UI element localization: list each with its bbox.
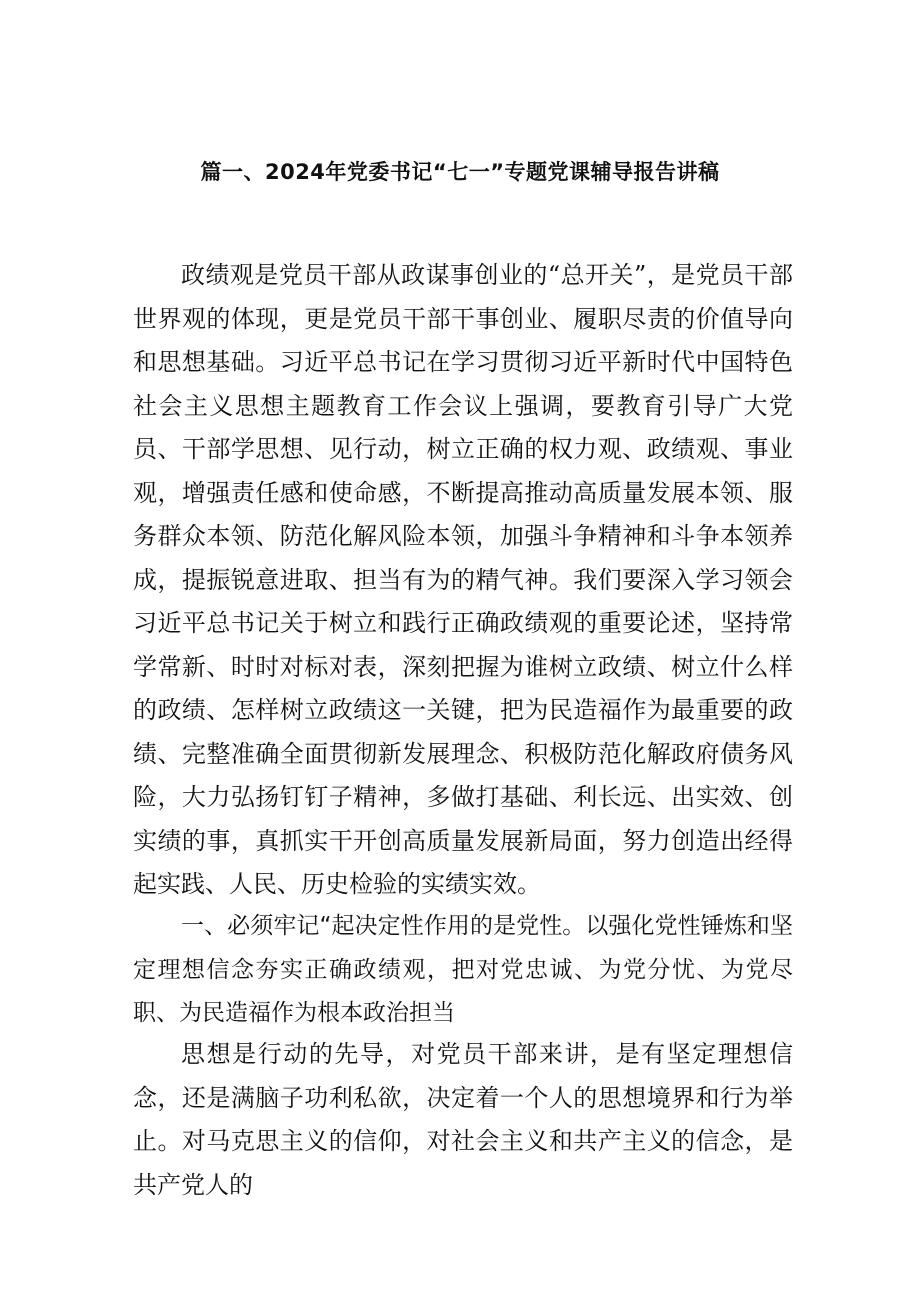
section-heading: 一、必须牢记“起决定性作用的是党性。以强化党性锤炼和坚定理想信念夯实正确政绩观，把对党忠诚、为党分忧、为党尽职、为民造福作为根本政治担当 — [133, 913, 793, 1026]
intro-paragraph: 政绩观是党员干部从政谋事创业的“总开关”，是党员干部世界观的体现，更是党员干部干事创业、履职尽责的价值导向和思想基础。习近平总书记在学习贯彻习近平新时代中国特色社会主义思想主题教育工作会议上强调，要教育引导广大党员、干部学思想、见行动，树立正确的权力观、政绩观、事业观，增强责任感和使命感，不断提高推动高质量发展本领、服务群众本领、防范化解风险本领，加强斗争精神和斗争本领养成，提振锐意进取、担当有为的精气神。我们要深入学习领会习近平总书记关于树立和践行正确政绩观的重要论述，坚持常学常新、时时对标对表，深刻把握为谁树立政绩、树立什么样的政绩、怎样树立政绩这一关键，把为民造福作为最重要的政绩、完整准确全面贯彻新发展理念、积极防范化解政府债务风险，大力弘扬钉钉子精神，多做打基础、利长远、出实效、创实绩的事，真抓实干开创高质量发展新局面，努力创造出经得起实践、人民、历史检验的实绩实效。 — [133, 261, 793, 898]
document-title: 篇一、2024年党委书记“七一”专题党课辅导报告讲稿 — [200, 160, 720, 184]
section-paragraph: 思想是行动的先导，对党员干部来讲，是有坚定理想信念，还是满脑子功利私欲，决定着一个人的思想境界和行为举止。对马克思主义的信仰，对社会主义和共产主义的信念，是共产党人的 — [133, 1040, 793, 1199]
